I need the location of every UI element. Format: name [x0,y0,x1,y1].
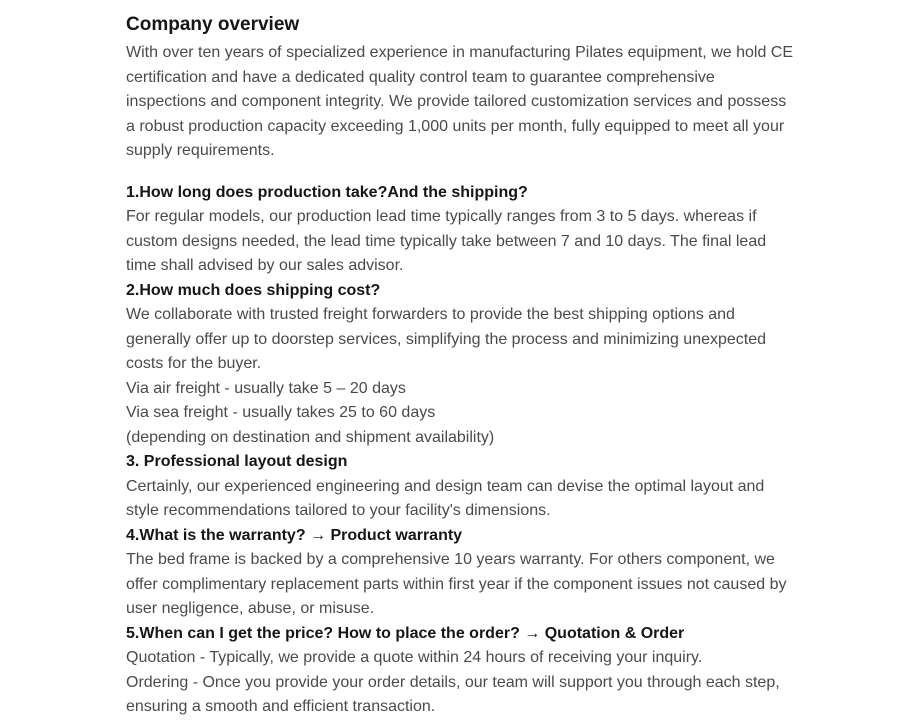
faq-item-price-order [126,622,798,720]
faq-answer-sea-freight-line: Via sea freight - usually takes 25 to 60 days [126,404,436,421]
faq-answer-warranty: The bed frame is backed by a comprehensive 10 years warranty. For others component, we offer complimentary replacement parts within first year if the component issues not caused by user negligence, abuse, or misuse. [126,551,787,617]
company-overview-paragraph: With over ten years of specialized experience in manufacturing Pilates equipment, we hold CE certification and have a dedicated quality control team to guarantee comprehensive inspections and component integrity. We provide tailored customization services and possess a robust production capacity exceeding 1,000 units per month, fully equipped to meet all your supply requirements. [126,44,794,159]
faq-item-shipping-cost [126,279,798,451]
faq-question-production-shipping: 1.How long does production take?And the shipping? [126,183,528,201]
faq-question-warranty: 4.What is the warranty? → Product warranty [126,526,463,544]
faq-answer-shipping-cost: We collaborate with trusted freight forwarders to provide the best shipping options and generally offer up to doorstep services, simplifying the process and minimizing unexpected costs for the buyer. [126,306,767,372]
faq-answer-air-freight-line: Via air freight - usually take 5 – 20 days [126,379,406,397]
faq-question-layout-design: 3. Professional layout design [126,453,348,470]
faq-item-warranty [126,524,798,622]
faq-answer-shipping-note-line: (depending on destination and shipment availability) [126,428,495,446]
faq-question-shipping-cost: 2.How much does shipping cost? [126,281,381,299]
faq-answer-quotation-line: Quotation - Typically, we provide a quote within 24 hours of receiving your inquiry. [126,649,703,666]
faq-answer-layout-design: Certainly, our experienced engineering and design team can devise the optimal layout and style recommendations tailored to your facility's dimensions. [126,477,765,519]
faq-answer-production-shipping: For regular models, our production lead time typically ranges from 3 to 5 days. whereas if custom designs needed, the lead time typically take between 7 and 10 days. The final lead time shall advised by our sales advisor. [126,208,767,274]
faq-list [126,181,798,720]
faq-item-production-shipping [126,181,798,279]
company-overview-title: Company overview [126,14,300,35]
faq-answer-ordering-line: Ordering - Once you provide your order details, our team will support you through each step, ensuring a smooth and efficient transaction. [126,673,780,715]
faq-item-layout-design [126,450,798,524]
faq-question-price-order: 5.When can I get the price? How to place the order? → Quotation & Order [126,624,685,642]
